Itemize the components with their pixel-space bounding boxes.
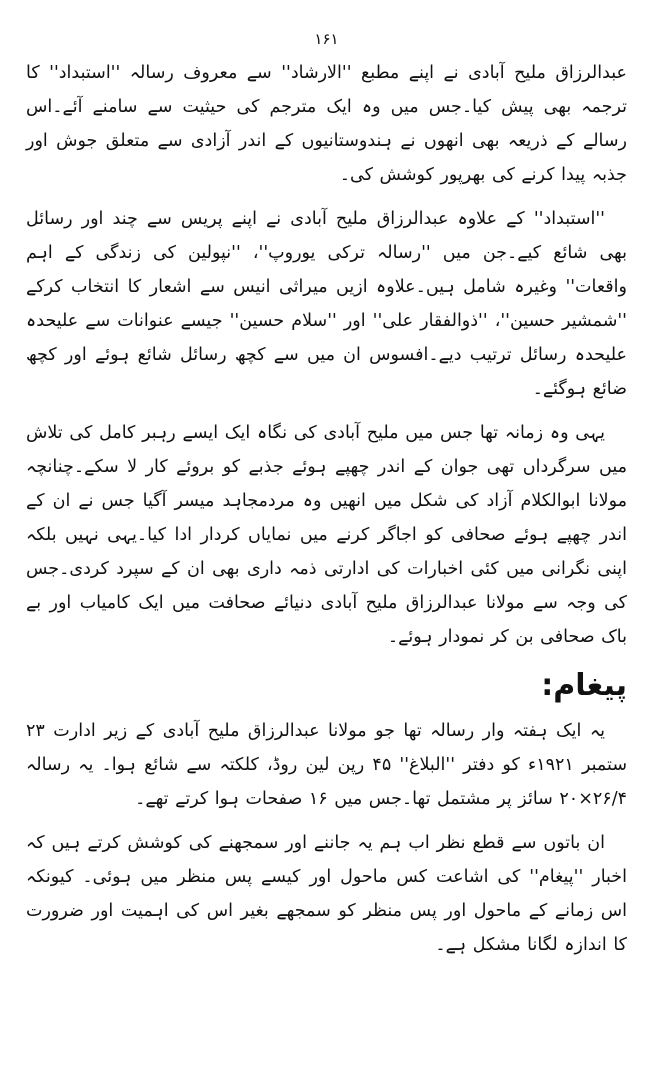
section-heading-paigham: پیغام: — [541, 668, 627, 703]
page-number: ۱۶۱ — [314, 30, 339, 48]
paragraph-azad-mentorship: یہی وہ زمانہ تھا جس میں ملیح آبادی کی نگاہ ایک ایسے رہبر کامل کی تلاش میں سرگرداں تھی جوان کے اندر چھپے ہوئے جذبے کو بروئے کار لا سکے۔چنانچہ مولانا ابوالکلام آزاد کی شکل میں انھیں وہ مردمجاہد میسر آگیا جس نے ان کے اندر چھپے ہوئے صحافی کو اجاگر کرنے میں نمایاں کردار ادا کیا۔یہی نہیں بلکہ اپنی نگرانی میں کئی اخبارات کی ادارتی ذمہ داری بھی ان کے سپرد کردی۔جس کی وجہ سے مولانا عبدالرزاق ملیح آبادی دنیائے صحافت میں ایک کامیاب اور بے باک صحافی بن کر نمودار ہوئے۔ — [26, 423, 627, 647]
paragraph-other-publications: ''استبداد'' کے علاوہ عبدالرزاق ملیح آبادی نے اپنے پریس سے چند اور رسائل بھی شائع کیے۔جن میں ''رسالہ ترکی یوروپ''، ''نپولین کی زندگی کے اہم واقعات'' وغیرہ شامل ہیں۔علاوہ ازیں میراثی انیس سے اشعار کا انتخاب کرکے ''شمشیر حسین''، ''ذوالفقار علی'' اور ''سلام حسین'' جیسے عنوانات سے علیحدہ علیحدہ رسائل ترتیب دیے۔افسوس ان میں سے کچھ رسائل شائع ہوئے اور کچھ ضائع ہوگئے۔ — [26, 209, 627, 399]
paragraph-paigham-details: یہ ایک ہفتہ وار رسالہ تھا جو مولانا عبدالرزاق ملیح آبادی کے زیر ادارت ۲۳ ستمبر ۱۹۲۱ء کو دفتر ''البلاغ'' ۴۵ رپن لین روڈ، کلکتہ سے شائع ہوا۔ یہ رسالہ ۲۶/۴×۲۰ سائز پر مشتمل تھا۔جس میں ۱۶ صفحات ہوا کرتے تھے۔ — [26, 721, 627, 809]
paragraph-istibdad-translation: عبدالرزاق ملیح آبادی نے اپنے مطبع ''الارشاد'' سے معروف رسالہ ''استبداد'' کا ترجمہ بھی پیش کیا۔جس میں وہ ایک مترجم کی حیثیت سے سامنے آئے۔اس رسالے کے ذریعہ بھی انھوں نے ہندوستانیوں کے اندر آزادی سے متعلق جوش اور جذبہ پیدا کرنے کی بھرپور کوشش کی۔ — [26, 63, 627, 185]
paragraph-paigham-context: ان باتوں سے قطع نظر اب ہم یہ جاننے اور سمجھنے کی کوشش کرتے ہیں کہ اخبار ''پیغام'' کی اشاعت کس ماحول اور کیسے پس منظر میں ہوئی۔ کیونکہ اس زمانے کے ماحول اور پس منظر کو سمجھے بغیر اس کی اہمیت اور ضرورت کا اندازہ لگانا مشکل ہے۔ — [26, 833, 627, 955]
